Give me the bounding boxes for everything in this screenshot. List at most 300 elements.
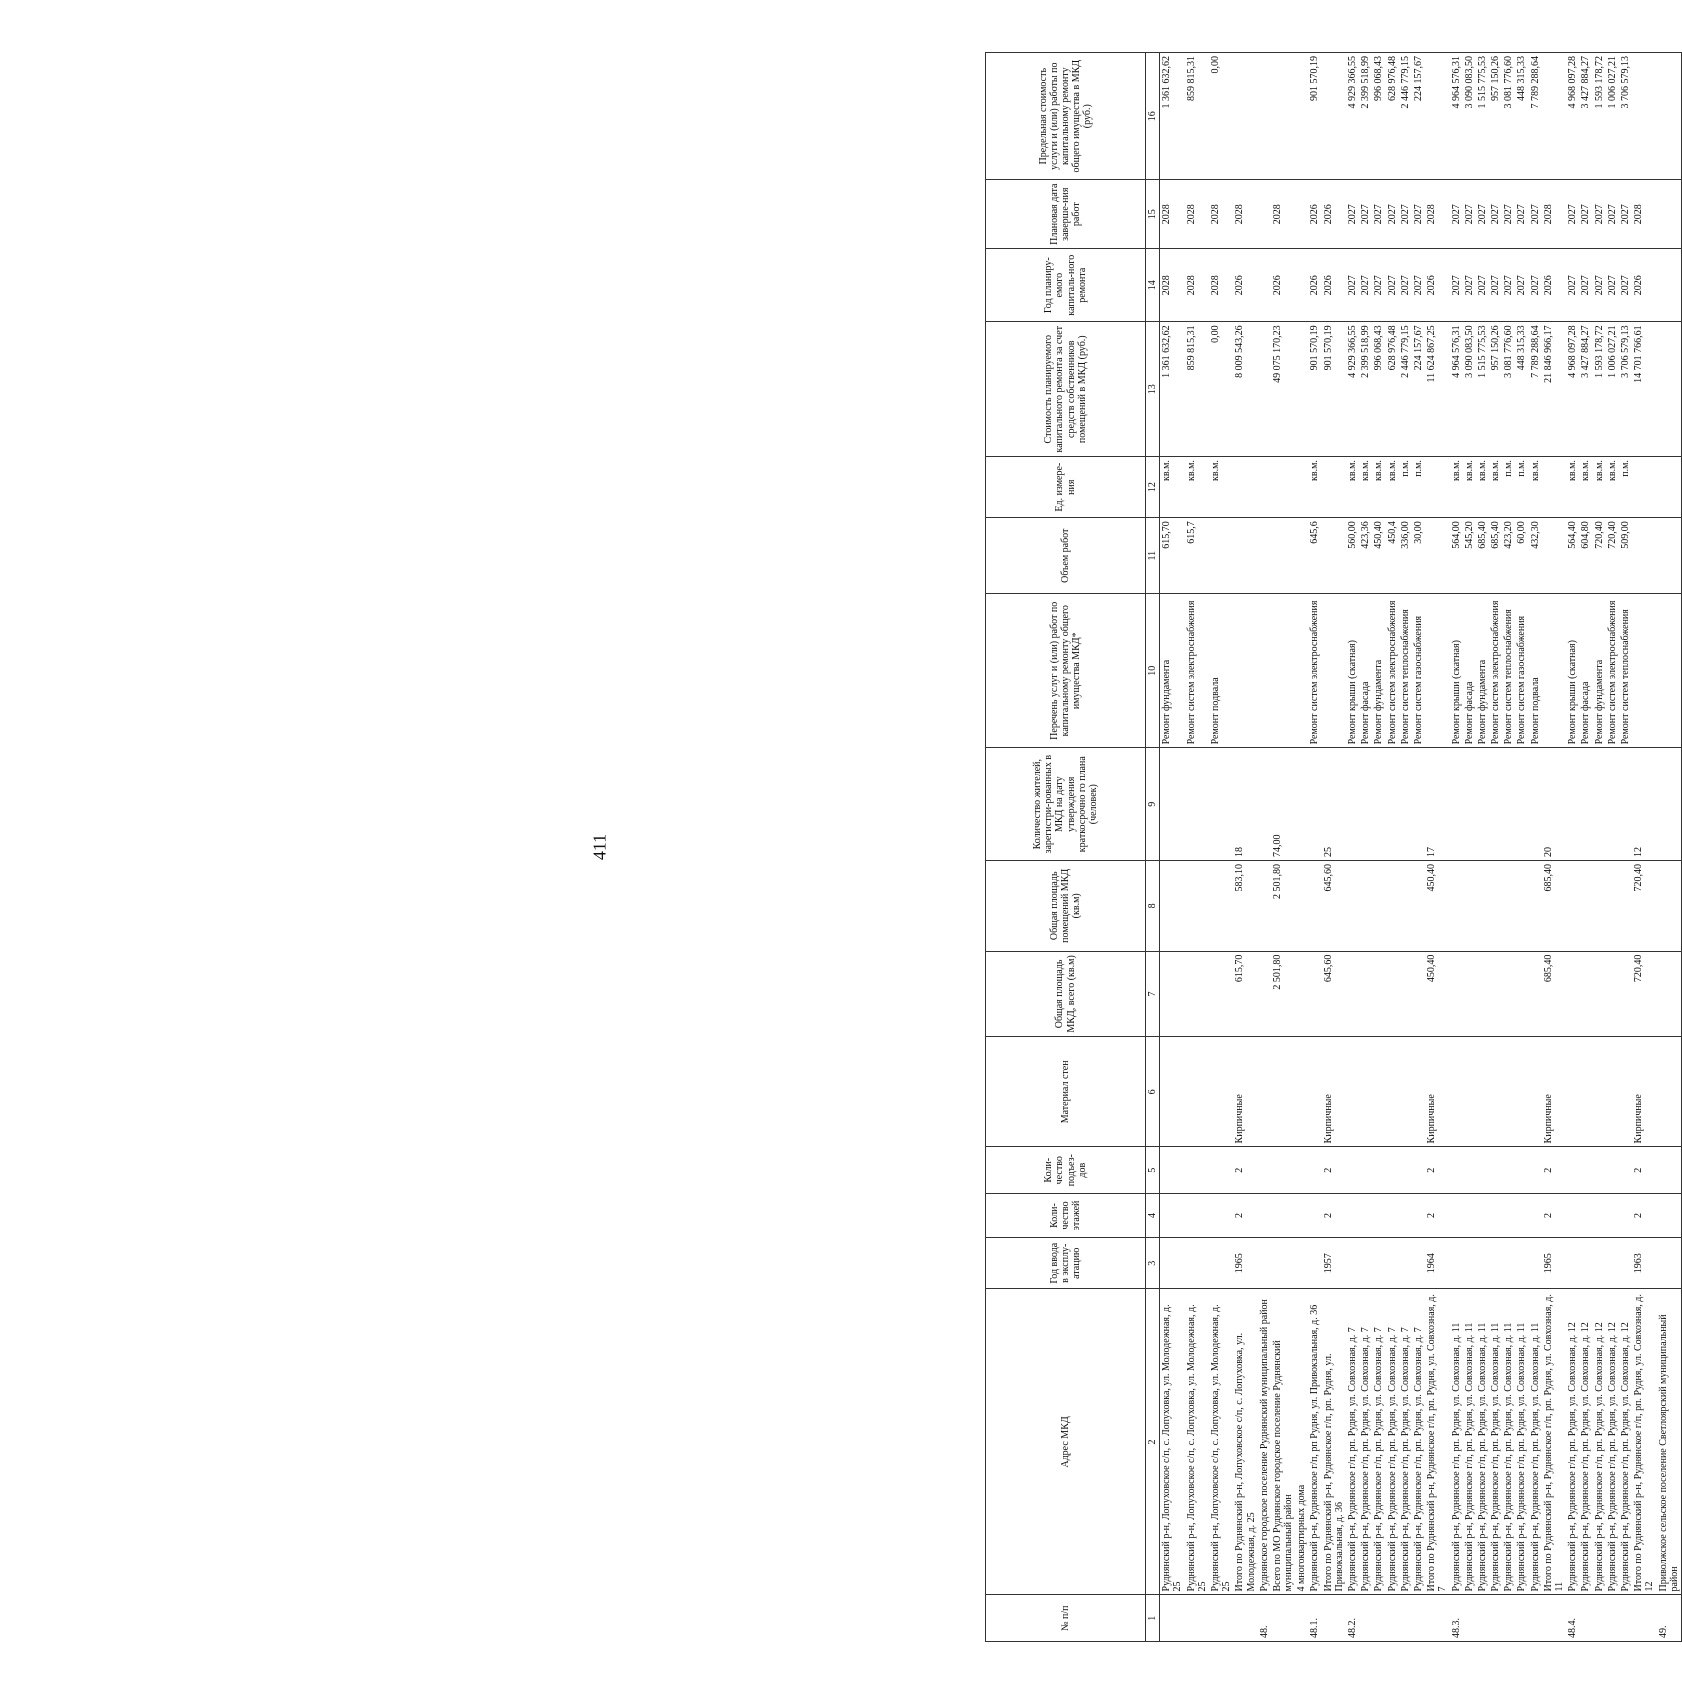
wall-material-cell [1450, 1037, 1463, 1147]
year-built-cell [1476, 1238, 1489, 1289]
premises-area-cell [1657, 861, 1682, 952]
completion-date-cell: 2027 [1412, 180, 1425, 249]
work-volume-cell: 30,00 [1412, 518, 1425, 594]
work-volume-cell [1425, 518, 1449, 594]
entrances-count-cell [1412, 1147, 1425, 1194]
premises-area-cell [1185, 861, 1209, 952]
floors-count-cell [1346, 1193, 1359, 1237]
column-number: 5 [1146, 1147, 1160, 1194]
unit-cell: кв.м. [1463, 457, 1476, 518]
repair-cost-cell: 4 968 097,28 [1566, 322, 1579, 457]
year-built-cell [1566, 1238, 1579, 1289]
entrances-count-cell [1295, 1147, 1308, 1194]
floors-count-cell: 2 [1322, 1193, 1346, 1237]
total-area-cell [1657, 951, 1682, 1037]
total-area-cell [1502, 951, 1515, 1037]
limit-cost-cell [1632, 53, 1656, 180]
limit-cost-cell: 957 150,26 [1489, 53, 1502, 180]
entrances-count-cell [1359, 1147, 1372, 1194]
residents-count-cell: 74,00 [1271, 748, 1295, 861]
work-volume-cell: 564,00 [1450, 518, 1463, 594]
row-number-cell [1593, 1595, 1606, 1642]
residents-count-cell [1399, 748, 1412, 861]
planned-year-cell [1258, 248, 1271, 321]
residents-count-cell [1579, 748, 1592, 861]
premises-area-cell [1450, 861, 1463, 952]
entrances-count-cell [1372, 1147, 1385, 1194]
wall-material-cell: Кирпичные [1542, 1037, 1566, 1147]
floors-count-cell [1372, 1193, 1385, 1237]
total-area-cell [1160, 951, 1185, 1037]
premises-area-cell [1386, 861, 1399, 952]
year-built-cell: 1957 [1322, 1238, 1346, 1289]
table-row [1606, 53, 1619, 1642]
repair-cost-cell: 224 157,67 [1412, 322, 1425, 457]
floors-count-cell [1160, 1193, 1185, 1237]
limit-cost-cell: 4 968 097,28 [1566, 53, 1579, 180]
planned-year-cell: 2027 [1450, 248, 1463, 321]
unit-cell: кв.м. [1308, 457, 1321, 518]
work-type-cell [1271, 594, 1295, 748]
premises-area-cell [1359, 861, 1372, 952]
unit-cell: кв.м. [1185, 457, 1209, 518]
planned-year-cell: 2026 [1632, 248, 1656, 321]
row-number-cell [1489, 1595, 1502, 1642]
limit-cost-cell: 2 446 779,15 [1399, 53, 1412, 180]
address-cell: Руднянский р-н, Руднянское г/п, рп. Рудня, ул. Совхозная, д. 11 [1489, 1289, 1502, 1595]
residents-count-cell [1463, 748, 1476, 861]
work-volume-cell [1295, 518, 1308, 594]
residents-count-cell [1529, 748, 1542, 861]
premises-area-cell [1308, 861, 1321, 952]
work-type-cell: Ремонт систем электроснабжения [1606, 594, 1619, 748]
repair-cost-cell: 7 789 288,64 [1529, 322, 1542, 457]
planned-year-cell: 2027 [1476, 248, 1489, 321]
premises-area-cell [1209, 861, 1233, 952]
wall-material-cell [1529, 1037, 1542, 1147]
wall-material-cell [1502, 1037, 1515, 1147]
premises-area-cell [1346, 861, 1359, 952]
wall-material-cell [1593, 1037, 1606, 1147]
unit-cell [1322, 457, 1346, 518]
table-row [1593, 53, 1606, 1642]
entrances-count-cell [1529, 1147, 1542, 1194]
residents-count-cell [1502, 748, 1515, 861]
year-built-cell [1346, 1238, 1359, 1289]
completion-date-cell [1295, 180, 1308, 249]
premises-area-cell [1619, 861, 1632, 952]
work-type-cell [1258, 594, 1271, 748]
year-built-cell [1463, 1238, 1476, 1289]
repair-cost-cell: 996 068,43 [1372, 322, 1385, 457]
repair-cost-cell: 2 399 518,99 [1359, 322, 1372, 457]
year-built-cell [1372, 1238, 1385, 1289]
repair-cost-cell: 859 815,31 [1185, 322, 1209, 457]
work-volume-cell: 615,70 [1160, 518, 1185, 594]
premises-area-cell [1399, 861, 1412, 952]
work-volume-cell: 450,4 [1386, 518, 1399, 594]
unit-cell: кв.м. [1566, 457, 1579, 518]
row-number-cell [1632, 1595, 1656, 1642]
year-built-cell [1657, 1238, 1682, 1289]
row-number-cell [1476, 1595, 1489, 1642]
address-cell: Руднянский р-н, Руднянское г/п, рп. Рудня, ул. Совхозная, д. 11 [1529, 1289, 1542, 1595]
entrances-count-cell [1619, 1147, 1632, 1194]
completion-date-cell: 2027 [1579, 180, 1592, 249]
work-volume-cell [1258, 518, 1271, 594]
planned-year-cell [1295, 248, 1308, 321]
premises-area-cell: 645,60 [1322, 861, 1346, 952]
work-type-cell [1542, 594, 1566, 748]
work-volume-cell [1322, 518, 1346, 594]
wall-material-cell [1476, 1037, 1489, 1147]
year-built-cell: 1965 [1542, 1238, 1566, 1289]
total-area-cell [1489, 951, 1502, 1037]
repair-cost-cell: 901 570,19 [1322, 322, 1346, 457]
unit-cell: кв.м. [1476, 457, 1489, 518]
entrances-count-cell [1657, 1147, 1682, 1194]
address-cell: Руднянский р-н, Руднянское г/п, рп. Рудня, ул. Совхозная, д. 7 [1399, 1289, 1412, 1595]
row-number-cell [1399, 1595, 1412, 1642]
work-type-cell: Ремонт систем электроснабжения [1308, 594, 1321, 748]
row-number-cell: 48.2. [1346, 1595, 1359, 1642]
total-area-cell: 720,40 [1632, 951, 1656, 1037]
premises-area-cell [1489, 861, 1502, 952]
planned-year-cell: 2027 [1619, 248, 1632, 321]
unit-cell: кв.м. [1346, 457, 1359, 518]
total-area-cell [1359, 951, 1372, 1037]
completion-date-cell: 2026 [1308, 180, 1321, 249]
wall-material-cell [1412, 1037, 1425, 1147]
work-type-cell: Ремонт подвала [1209, 594, 1233, 748]
header-cell: Стоимость планируемого капитального ремонта за счет средств собственников помещений в МКД (руб.) [986, 322, 1146, 457]
row-number-cell [1271, 1595, 1295, 1642]
row-number-cell [1372, 1595, 1385, 1642]
wall-material-cell [1489, 1037, 1502, 1147]
unit-cell: п.м. [1619, 457, 1632, 518]
total-area-cell [1529, 951, 1542, 1037]
work-volume-cell [1233, 518, 1257, 594]
row-number-cell [1160, 1595, 1185, 1642]
work-volume-cell: 720,40 [1606, 518, 1619, 594]
row-number-cell [1322, 1595, 1346, 1642]
total-area-cell [1399, 951, 1412, 1037]
header-cell: № п/п [986, 1595, 1146, 1642]
work-volume-cell: 509,00 [1619, 518, 1632, 594]
header-cell: Плановая дата заверше-ния работ [986, 180, 1146, 249]
total-area-cell [1386, 951, 1399, 1037]
entrances-count-cell: 2 [1542, 1147, 1566, 1194]
total-area-cell [1476, 951, 1489, 1037]
unit-cell: кв.м. [1489, 457, 1502, 518]
repair-cost-cell: 14 701 766,61 [1632, 322, 1656, 457]
table-row [1542, 53, 1566, 1642]
table-row [1271, 53, 1295, 1642]
total-area-cell [1412, 951, 1425, 1037]
year-built-cell [1271, 1238, 1295, 1289]
unit-cell: кв.м. [1529, 457, 1542, 518]
limit-cost-cell: 224 157,67 [1412, 53, 1425, 180]
premises-area-cell [1412, 861, 1425, 952]
address-cell: Руднянский р-н, Лопуховское с/п, с. Лопуховка, ул. Молодежная, д. 25 [1185, 1289, 1209, 1595]
total-area-cell: 645,60 [1322, 951, 1346, 1037]
total-area-cell [1209, 951, 1233, 1037]
entrances-count-cell [1450, 1147, 1463, 1194]
planned-year-cell: 2027 [1372, 248, 1385, 321]
address-cell: Руднянский р-н, Руднянское г/п, рп. Рудня, ул. Совхозная, д. 12 [1579, 1289, 1592, 1595]
header-row [986, 53, 1146, 1642]
entrances-count-cell: 2 [1632, 1147, 1656, 1194]
row-number-cell [1209, 1595, 1233, 1642]
column-number: 14 [1146, 248, 1160, 321]
completion-date-cell: 2027 [1489, 180, 1502, 249]
work-volume-cell: 60,00 [1515, 518, 1528, 594]
column-number: 8 [1146, 861, 1160, 952]
table-row [1346, 53, 1359, 1642]
planned-year-cell: 2026 [1233, 248, 1257, 321]
floors-count-cell [1515, 1193, 1528, 1237]
planned-year-cell: 2028 [1209, 248, 1233, 321]
wall-material-cell: Кирпичные [1425, 1037, 1449, 1147]
wall-material-cell [1160, 1037, 1185, 1147]
premises-area-cell [1258, 861, 1271, 952]
unit-cell: кв.м. [1209, 457, 1233, 518]
limit-cost-cell: 628 976,48 [1386, 53, 1399, 180]
work-volume-cell: 685,40 [1489, 518, 1502, 594]
limit-cost-cell: 7 789 288,64 [1529, 53, 1542, 180]
residents-count-cell [1606, 748, 1619, 861]
wall-material-cell [1346, 1037, 1359, 1147]
address-cell: Руднянский р-н, Руднянское г/п, рп. Рудня, ул. Совхозная, д. 12 [1606, 1289, 1619, 1595]
planned-year-cell: 2027 [1346, 248, 1359, 321]
residents-count-cell: 18 [1233, 748, 1257, 861]
row-number-cell [1425, 1595, 1449, 1642]
limit-cost-cell: 4 964 576,31 [1450, 53, 1463, 180]
residents-count-cell [1209, 748, 1233, 861]
residents-count-cell [1489, 748, 1502, 861]
repair-cost-cell: 2 446 779,15 [1399, 322, 1412, 457]
residents-count-cell [1160, 748, 1185, 861]
limit-cost-cell [1258, 53, 1271, 180]
year-built-cell [1308, 1238, 1321, 1289]
entrances-count-cell [1399, 1147, 1412, 1194]
work-volume-cell [1657, 518, 1682, 594]
entrances-count-cell [1308, 1147, 1321, 1194]
completion-date-cell: 2028 [1271, 180, 1295, 249]
row-number-cell: 48. [1258, 1595, 1271, 1642]
repair-cost-cell: 957 150,26 [1489, 322, 1502, 457]
work-type-cell: Ремонт систем электроснабжения [1386, 594, 1399, 748]
year-built-cell [1593, 1238, 1606, 1289]
table-row [1209, 53, 1233, 1642]
limit-cost-cell: 3 427 884,27 [1579, 53, 1592, 180]
planned-year-cell: 2027 [1386, 248, 1399, 321]
completion-date-cell: 2027 [1359, 180, 1372, 249]
unit-cell: кв.м. [1450, 457, 1463, 518]
completion-date-cell: 2027 [1476, 180, 1489, 249]
completion-date-cell: 2027 [1450, 180, 1463, 249]
entrances-count-cell [1515, 1147, 1528, 1194]
column-number: 11 [1146, 518, 1160, 594]
table-row [1489, 53, 1502, 1642]
entrances-count-cell [1386, 1147, 1399, 1194]
wall-material-cell [1258, 1037, 1271, 1147]
total-area-cell [1295, 951, 1308, 1037]
wall-material-cell [1566, 1037, 1579, 1147]
table-row [1160, 53, 1185, 1642]
repair-cost-cell: 3 427 884,27 [1579, 322, 1592, 457]
year-built-cell [1579, 1238, 1592, 1289]
work-volume-cell: 685,40 [1476, 518, 1489, 594]
work-type-cell: Ремонт крыши (скатная) [1450, 594, 1463, 748]
unit-cell: п.м. [1412, 457, 1425, 518]
address-cell: Руднянский р-н, Руднянское г/п, рп. Рудня, ул. Совхозная, д. 12 [1619, 1289, 1632, 1595]
premises-area-cell: 685,40 [1542, 861, 1566, 952]
entrances-count-cell [1502, 1147, 1515, 1194]
work-volume-cell: 423,36 [1359, 518, 1372, 594]
header-cell: Общая площадь помещений МКД (кв.м) [986, 861, 1146, 952]
residents-count-cell [1185, 748, 1209, 861]
floors-count-cell [1657, 1193, 1682, 1237]
address-cell: Руднянский р-н, Лопуховское с/п, с. Лопуховка, ул. Молодежная, д. 25 [1160, 1289, 1185, 1595]
completion-date-cell: 2028 [1160, 180, 1185, 249]
column-number: 4 [1146, 1193, 1160, 1237]
repair-cost-cell: 901 570,19 [1308, 322, 1321, 457]
header-cell: Коли-чество подъез-дов [986, 1147, 1146, 1194]
total-area-cell [1619, 951, 1632, 1037]
column-number: 15 [1146, 180, 1160, 249]
work-volume-cell: 423,20 [1502, 518, 1515, 594]
repair-cost-cell: 448 315,33 [1515, 322, 1528, 457]
unit-cell [1657, 457, 1682, 518]
floors-count-cell [1489, 1193, 1502, 1237]
address-cell: Итого по Руднянский р-н, Руднянское г/п, рп. Рудня, ул. Привокзальная, д. 36 [1322, 1289, 1346, 1595]
address-cell: Руднянский р-н, Руднянское г/п, рп. Рудня, ул. Совхозная, д. 7 [1386, 1289, 1399, 1595]
premises-area-cell [1593, 861, 1606, 952]
header-cell: Год планиру-емого капиталь-ного ремонта [986, 248, 1146, 321]
residents-count-cell [1372, 748, 1385, 861]
completion-date-cell: 2027 [1515, 180, 1528, 249]
work-volume-cell [1271, 518, 1295, 594]
repair-cost-cell: 11 624 867,25 [1425, 322, 1449, 457]
completion-date-cell: 2027 [1463, 180, 1476, 249]
column-number: 7 [1146, 951, 1160, 1037]
total-area-cell [1566, 951, 1579, 1037]
year-built-cell: 1964 [1425, 1238, 1449, 1289]
column-number: 13 [1146, 322, 1160, 457]
completion-date-cell: 2027 [1502, 180, 1515, 249]
unit-cell: п.м. [1515, 457, 1528, 518]
entrances-count-cell [1258, 1147, 1271, 1194]
unit-cell [1271, 457, 1295, 518]
work-volume-cell: 336,00 [1399, 518, 1412, 594]
row-number-cell: 48.1. [1308, 1595, 1321, 1642]
work-volume-cell: 560,00 [1346, 518, 1359, 594]
residents-count-cell [1359, 748, 1372, 861]
work-type-cell [1295, 594, 1308, 748]
table-row [1412, 53, 1425, 1642]
residents-count-cell [1386, 748, 1399, 861]
entrances-count-cell: 2 [1425, 1147, 1449, 1194]
work-volume-cell: 564,40 [1566, 518, 1579, 594]
repair-cost-cell: 21 846 966,17 [1542, 322, 1566, 457]
floors-count-cell [1386, 1193, 1399, 1237]
row-number-cell: 48.4. [1566, 1595, 1579, 1642]
floors-count-cell [1566, 1193, 1579, 1237]
wall-material-cell [1606, 1037, 1619, 1147]
limit-cost-cell [1271, 53, 1295, 180]
floors-count-cell [1185, 1193, 1209, 1237]
premises-area-cell: 583,10 [1233, 861, 1257, 952]
floors-count-cell [1502, 1193, 1515, 1237]
table-row [1425, 53, 1449, 1642]
repair-cost-cell: 4 929 366,55 [1346, 322, 1359, 457]
unit-cell [1295, 457, 1308, 518]
wall-material-cell [1308, 1037, 1321, 1147]
floors-count-cell [1450, 1193, 1463, 1237]
floors-count-cell: 2 [1542, 1193, 1566, 1237]
completion-date-cell: 2027 [1619, 180, 1632, 249]
floors-count-cell [1463, 1193, 1476, 1237]
total-area-cell [1579, 951, 1592, 1037]
column-number: 12 [1146, 457, 1160, 518]
floors-count-cell: 2 [1425, 1193, 1449, 1237]
total-area-cell [1463, 951, 1476, 1037]
total-area-cell [1606, 951, 1619, 1037]
unit-cell: кв.м. [1372, 457, 1385, 518]
completion-date-cell [1258, 180, 1271, 249]
repair-cost-cell: 3 706 579,13 [1619, 322, 1632, 457]
address-cell: Всего по МО Руднянское городское поселение Руднянский муниципальный район [1271, 1289, 1295, 1595]
premises-area-cell [1606, 861, 1619, 952]
residents-count-cell [1308, 748, 1321, 861]
work-type-cell: Ремонт систем теплоснабжения [1399, 594, 1412, 748]
planned-year-cell: 2026 [1542, 248, 1566, 321]
repair-cost-cell: 3 090 083,50 [1463, 322, 1476, 457]
header-cell: Год ввода в эксплу-атацию [986, 1238, 1146, 1289]
work-type-cell: Ремонт крыши (скатная) [1346, 594, 1359, 748]
repair-cost-cell [1657, 322, 1682, 457]
completion-date-cell: 2026 [1322, 180, 1346, 249]
residents-count-cell [1515, 748, 1528, 861]
planned-year-cell: 2028 [1185, 248, 1209, 321]
header-cell: Перечень услуг и (или) работ по капитальному ремонту общего имущества МКД* [986, 594, 1146, 748]
column-number: 6 [1146, 1037, 1160, 1147]
floors-count-cell [1579, 1193, 1592, 1237]
column-number: 9 [1146, 748, 1160, 861]
table-row [1657, 53, 1682, 1642]
work-volume-cell: 604,80 [1579, 518, 1592, 594]
unit-cell [1258, 457, 1271, 518]
work-type-cell: Ремонт систем теплоснабжения [1502, 594, 1515, 748]
repair-cost-cell: 8 009 543,26 [1233, 322, 1257, 457]
table-row [1185, 53, 1209, 1642]
table-row [1372, 53, 1385, 1642]
repair-cost-cell: 0,00 [1209, 322, 1233, 457]
table-row [1399, 53, 1412, 1642]
limit-cost-cell [1295, 53, 1308, 180]
table-row [1566, 53, 1579, 1642]
floors-count-cell: 2 [1233, 1193, 1257, 1237]
limit-cost-cell: 448 315,33 [1515, 53, 1528, 180]
completion-date-cell: 2027 [1529, 180, 1542, 249]
table-row [1258, 53, 1271, 1642]
limit-cost-cell: 2 399 518,99 [1359, 53, 1372, 180]
limit-cost-cell: 1 006 027,21 [1606, 53, 1619, 180]
table-row [1476, 53, 1489, 1642]
wall-material-cell [1399, 1037, 1412, 1147]
completion-date-cell: 2028 [1632, 180, 1656, 249]
